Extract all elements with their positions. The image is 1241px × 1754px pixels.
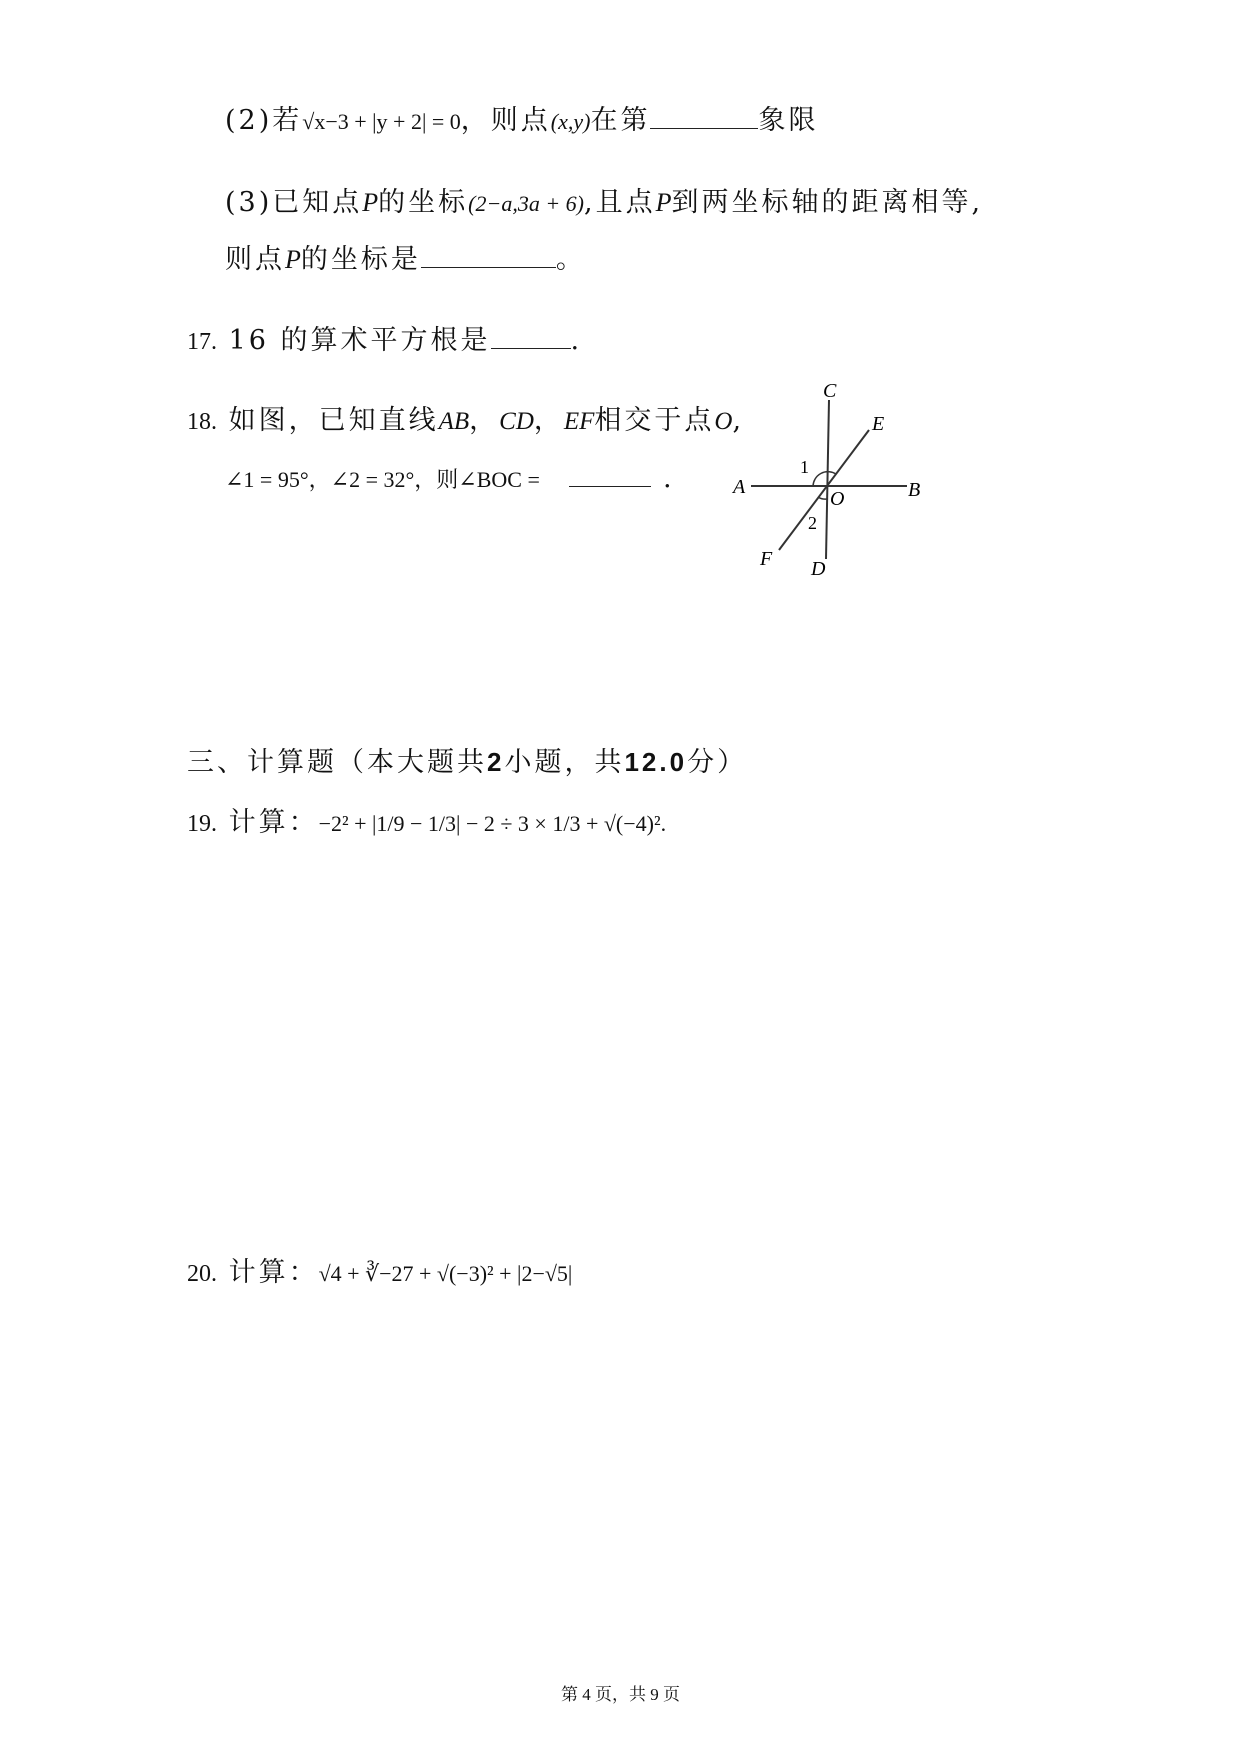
q18-comma2: ， [533,405,564,436]
q16-part3-line2 [225,237,586,276]
q17-answer-blank[interactable] [491,322,571,349]
page-footer: 第 4 页，共 9 页 [561,1685,680,1704]
point-o: O [714,408,733,435]
q20-number: 20. [187,1261,217,1287]
q18-line1 [187,398,744,437]
point-p: P [285,245,301,274]
section-3-heading-b: 小题，共 [504,747,625,778]
q16-part2-text: ，则点 [460,105,551,136]
q16-part3-end: 。 [555,244,586,275]
q18-given: ∠1 = 95°，∠2 = 32°，则∠BOC = [225,467,540,492]
label-f: F [760,548,773,570]
q16-part2 [225,98,818,137]
q16-part2-tail: 象限 [758,105,819,136]
q19-number: 19. [187,811,217,837]
q16-part2-label: (2)若 [225,105,303,136]
section-3-heading [187,740,747,779]
q16-part3-line1 [225,180,983,219]
intersecting-lines-figure [725,375,940,590]
q16-part3-answer-blank[interactable] [421,241,556,268]
q20 [187,1250,572,1289]
point-p: P [362,188,379,217]
q16-part2-point: (x,y) [550,109,591,134]
label-d: D [811,558,826,580]
q16-part2-answer-blank[interactable] [650,102,758,129]
line-cd-segment [826,400,829,559]
q19-expression: −2² + |1/9 − 1/3| − 2 ÷ 3 × 1/3 + √(−4)². [318,811,667,836]
section-3-heading-a: 三、计算题（本大题共 [187,747,487,778]
line-cd: CD [499,408,534,435]
q18-end: . [663,463,675,494]
q18-text-b: 相交于点 [594,405,715,436]
q18-comma3: , [732,405,745,436]
label-1: 1 [800,457,809,477]
q16-part3-text1: 的坐标 [378,187,469,218]
section-3-count: 2 [487,747,505,777]
line-ab: AB [438,408,470,435]
q16-part2-expression: √x−3 + |y + 2| = 0 [302,109,461,134]
q17-text: 16 的算术平方根是 [228,325,491,356]
q17-end: . [570,325,583,356]
angle-2-arc [818,497,827,499]
label-a: A [733,476,746,498]
q18-text-a: 如图，已知直线 [228,405,439,436]
q18-line2 [225,460,675,494]
section-3-heading-c: 分） [687,747,748,778]
section-3-score: 12.0 [624,747,688,777]
q17 [187,318,582,357]
q16-part3-text2: ,且点 [583,187,656,218]
label-c: C [823,380,837,402]
q18-answer-blank[interactable] [569,460,651,487]
q19-label: 计算： [228,807,319,838]
q16-part3-coordinate: (2−a,3a + 6) [468,191,584,216]
q17-number: 17. [187,329,217,355]
q16-part3-label: (3)已知点 [225,187,363,218]
q18-number: 18. [187,409,217,435]
q20-label: 计算： [228,1257,319,1288]
q20-expression: √4 + ∛−27 + √(−3)² + |2−√5| [318,1261,573,1286]
point-p: P [655,188,672,217]
label-e: E [872,413,885,435]
line-ef: EF [563,408,595,435]
q18-comma1: ， [469,405,500,436]
q16-part3-line2-b: 的坐标是 [300,244,421,275]
label-o: O [830,488,845,510]
q16-part3-line2-a: 则点 [225,244,285,275]
label-b: B [908,479,921,501]
q19 [187,800,666,839]
line-ef-segment [779,430,869,550]
q16-part3-text3: 到两坐标轴的距离相等, [671,187,984,218]
q16-part2-text2: 在第 [590,105,651,136]
label-2: 2 [808,513,817,533]
